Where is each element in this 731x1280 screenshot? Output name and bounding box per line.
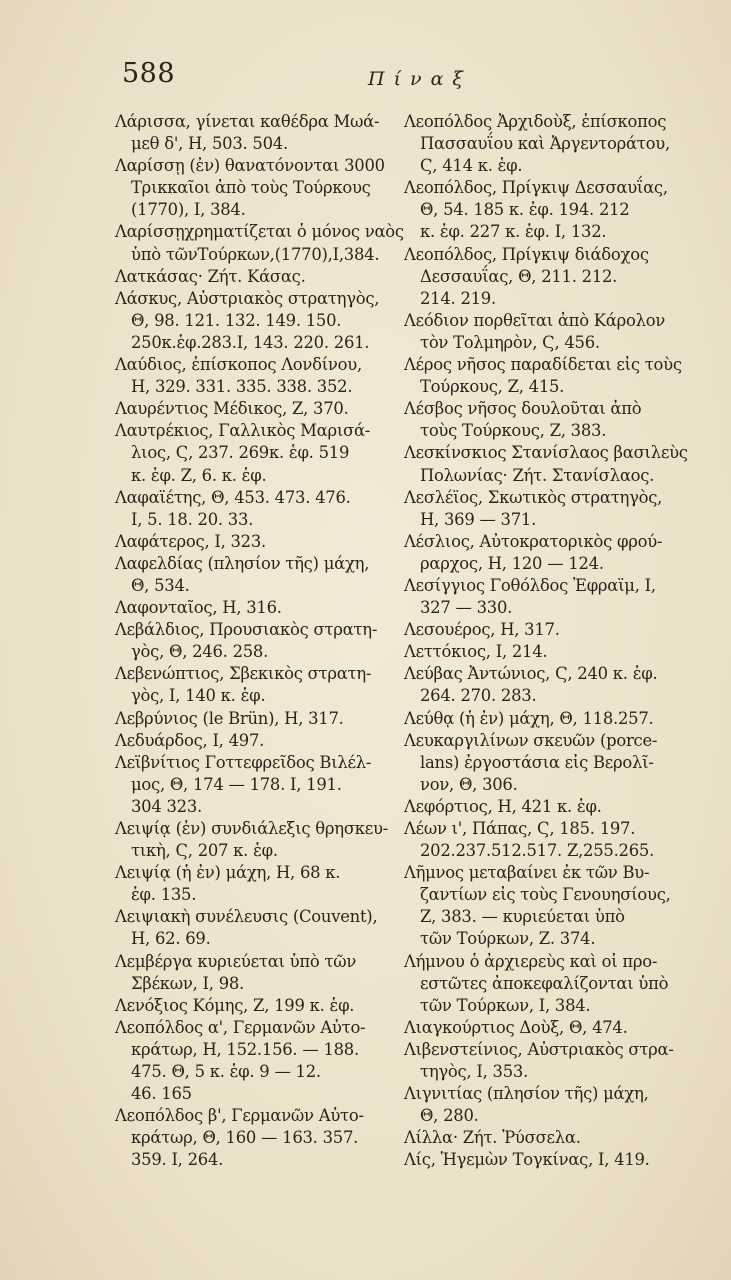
index-line: Λεϊβνίτιος Γοττεφρεῖδος Βιλέλ- (115, 752, 372, 772)
index-line: Λεδυάρδος, Ι, 497. (115, 730, 265, 750)
index-line: 327 — 330. (420, 598, 513, 618)
index-line: 250κ.ἑφ.283.Ι, 143. 220. 261. (131, 332, 370, 352)
index-line: Πασσαυΐου καὶ Ἀργεντοράτου, (420, 134, 670, 154)
index-line: εστῶτες ἀποκεφαλίζονται ὑπὸ (420, 973, 669, 993)
index-line: Λέρος νῆσος παραδίδεται εἰς τοὺς (404, 355, 682, 375)
index-line: Λεσκίνσκιος Στανίσλαος βασιλεὺς (404, 443, 688, 463)
index-line: 475. Θ, 5 κ. ἑφ. 9 — 12. (131, 1062, 321, 1082)
index-line: Δεσσαυΐας, Θ, 211. 212. (420, 266, 618, 286)
index-line: Λεοπόλδος Ἀρχιδοὺξ, ἐπίσκοπος (404, 112, 667, 131)
index-line: Λαφάτερος, Ι, 323. (115, 531, 267, 551)
index-line: μος, Θ, 174 — 178. Ι, 191. (131, 774, 342, 794)
index-line: τῶν Τούρκων, Ζ. 374. (420, 929, 596, 949)
index-line: 46. 165 (131, 1084, 192, 1104)
index-line: (1770), Ι, 384. (131, 200, 246, 220)
index-line: Θ, 534. (131, 575, 190, 595)
index-line: γὸς, Ι, 140 κ. ἑφ. (131, 686, 266, 706)
index-line: 214. 219. (420, 288, 496, 308)
index-line: Λήμνου ὁ ἀρχιερεὺς καὶ οἱ προ- (404, 951, 658, 971)
index-line: Λέων ι', Πάπας, Ϛ, 185. 197. (404, 819, 636, 838)
index-line: Λαρίσσῃ (ἐν) θανατόνονται 3000 (115, 156, 385, 176)
index-line: Λῆμνος μεταβαίνει ἐκ τῶν Βυ- (404, 863, 650, 883)
index-line: Λεύβας Ἀντώνιος, Ϛ, 240 κ. ἑφ. (404, 664, 658, 684)
index-line: Λέσλιος, Αὐτοκρατορικὸς φρού- (404, 531, 663, 551)
index-line: Λεοπόλδος, Πρίγκιψ διάδοχος (404, 244, 649, 264)
index-line: Λαύδιος, ἐπίσκοπος Λονδίνου, (115, 355, 362, 375)
index-line: Ζ, 383. — κυριεύεται ὑπὸ (420, 907, 625, 927)
index-line: τηγὸς, Ι, 353. (420, 1062, 529, 1082)
index-line: τῶν Τούρκων, Ι, 384. (420, 995, 591, 1015)
index-line: 304 323. (131, 796, 202, 816)
index-line: τὸν Τολμηρὸν, Ϛ, 456. (420, 332, 600, 352)
index-line: κράτωρ, Θ, 160 — 163. 357. (131, 1128, 359, 1148)
index-line: Πολωνίας· Ζήτ. Στανίσλαος. (420, 465, 655, 485)
index-line: Η, 62. 69. (131, 929, 211, 949)
running-head: Πίναξ (368, 68, 472, 90)
index-line: Λεσουέρος, Η, 317. (404, 620, 560, 640)
index-line: Λεβρύνιος (le Brün), Η, 317. (115, 708, 344, 728)
index-line: Λίς, Ἡγεμὼν Τογκίνας, Ι, 419. (404, 1150, 650, 1170)
index-line: Τούρκους, Ζ, 415. (420, 377, 565, 397)
index-line: Λατκάσας· Ζήτ. Κάσας. (115, 266, 306, 286)
index-line: Λαφαϊέτης, Θ, 453. 473. 476. (115, 487, 351, 507)
index-line: Λεόδιον πορθεῖται ἀπὸ Κάρολον (404, 310, 666, 330)
index-line: Σβέκων, Ι, 98. (131, 973, 245, 993)
index-line: ζαντίων εἰς τοὺς Γενουησίους, (420, 885, 671, 905)
index-line: κ. ἑφ. Ζ, 6. κ. ἑφ. (131, 465, 267, 485)
index-line: Λεφόρτιος, Η, 421 κ. ἑφ. (404, 796, 602, 816)
index-line: ραρχος, Η, 120 — 124. (420, 553, 604, 573)
index-line: κράτωρ, Η, 152.156. — 188. (131, 1039, 359, 1059)
index-line: Λεττόκιος, Ι, 214. (404, 642, 548, 662)
index-column-left (115, 111, 415, 1172)
index-line: Λαφονταῖος, Η, 316. (115, 598, 282, 618)
index-line: Λειψίᾳ (ἐν) συνδιάλεξις θρησκευ- (115, 819, 389, 838)
index-line: Θ, 280. (420, 1106, 479, 1126)
index-line: λιος, Ϛ, 237. 269κ. ἑφ. 519 (131, 443, 350, 463)
index-line: Λιβενστείνιος, Αὐστριακὸς στρα- (404, 1039, 674, 1059)
index-line: Λίλλα· Ζήτ. Ῥύσσελα. (404, 1128, 581, 1148)
index-line: μεθ δ', Η, 503. 504. (131, 134, 288, 154)
index-line: lans) ἐργοστάσια εἰς Βερολῖ- (420, 752, 654, 772)
index-line: Λαυτρέκιος, Γαλλικὸς Μαρισά- (115, 421, 371, 441)
index-line: ὑπὸ τῶνΤούρκων,(1770),Ι,384. (131, 244, 380, 264)
index-line: Λεμβέργα κυριεύεται ὑπὸ τῶν (115, 951, 357, 971)
index-line: Λαφελδίας (πλησίον τῆς) μάχη, (115, 553, 370, 573)
page-number: 588 (122, 58, 176, 89)
index-line: Λάσκυς, Αὐστριακὸς στρατηγὸς, (115, 288, 380, 308)
index-line: νον, Θ, 306. (420, 774, 518, 794)
index-line: Η, 369 — 371. (420, 509, 537, 529)
index-line: Η, 329. 331. 335. 338. 352. (131, 377, 353, 397)
index-line: Λιαγκούρτιος Δοὺξ, Θ, 474. (404, 1017, 628, 1037)
index-line: τικὴ, Ϛ, 207 κ. ἑφ. (131, 841, 278, 861)
index-line: Ι, 5. 18. 20. 33. (131, 509, 254, 529)
index-line: Λαρίσσῃχρηματίζεται ὁ μόνος ναὸς (115, 222, 404, 242)
index-line: Λεσλέϊος, Σκωτικὸς στρατηγὸς, (404, 487, 663, 507)
index-line: 202.237.512.517. Ζ,255.265. (420, 841, 655, 861)
index-line: Λεοπόλδος α', Γερμανῶν Αὐτο- (115, 1017, 366, 1037)
index-line: Λευκαργιλίνων σκευῶν (porce- (404, 730, 658, 750)
index-line: Λεβάλδιος, Προυσιακὸς στρατη- (115, 620, 378, 640)
index-line: Λαυρέντιος Μέδικος, Ζ, 370. (115, 399, 349, 419)
index-line: Λειψίᾳ (ἡ ἐν) μάχη, Η, 68 κ. (115, 863, 341, 883)
index-line: Λάρισσα, γίνεται καθέδρα Μωά- (115, 112, 380, 131)
index-line: Λεύθᾳ (ἡ ἐν) μάχη, Θ, 118.257. (404, 708, 654, 728)
index-line: Λεοπόλδος, Πρίγκιψ Δεσσαυΐας, (404, 178, 668, 198)
index-line: Λεοπόλδος β', Γερμανῶν Αὐτο- (115, 1106, 364, 1126)
index-line: Λιγνιτίας (πλησίον τῆς) μάχη, (404, 1084, 649, 1104)
index-line: Θ, 54. 185 κ. ἑφ. 194. 212 (420, 200, 630, 220)
index-line: Λέσβος νῆσος δουλοῦται ἀπὸ (404, 399, 642, 419)
index-column-right (404, 111, 704, 1172)
index-line: Λεσίγγιος Γοθόλδος Ἐφραϊμ, Ι, (404, 575, 656, 595)
index-line: Λενόξιος Κόμης, Ζ, 199 κ. ἑφ. (115, 995, 355, 1015)
index-line: 359. Ι, 264. (131, 1150, 224, 1170)
index-line: τοὺς Τούρκους, Ζ, 383. (420, 421, 607, 441)
index-line: κ. ἑφ. 227 κ. ἑφ. Ι, 132. (420, 222, 607, 242)
index-line: Λειψιακὴ συνέλευσις (Couvent), (115, 907, 378, 927)
index-line: 264. 270. 283. (420, 686, 537, 706)
index-line: Λεβενώπτιος, Σβεκικὸς στρατη- (115, 664, 372, 684)
index-line: Τρικκαῖοι ἀπὸ τοὺς Τούρκους (131, 178, 371, 198)
index-line: γὸς, Θ, 246. 258. (131, 642, 269, 662)
index-line: Ϛ, 414 κ. ἑφ. (420, 156, 523, 176)
index-line: ἑφ. 135. (131, 885, 197, 905)
index-line: Θ, 98. 121. 132. 149. 150. (131, 310, 342, 330)
